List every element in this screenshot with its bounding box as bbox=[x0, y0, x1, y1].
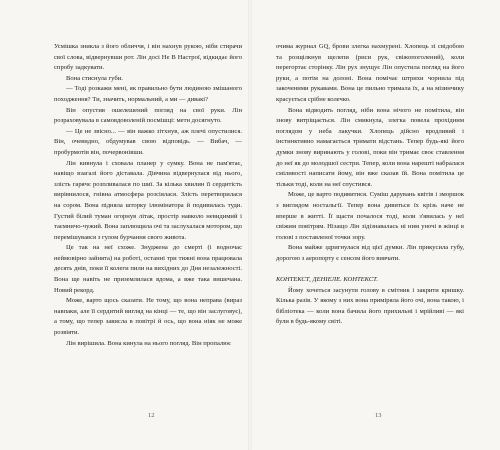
paragraph: очима журнал GQ, брови злегка нахмурені. Хлопець зі свідобою та розщілкнув щелепи (риси рук, свіжопоголений), коли перегортає сторінку. Лін рух знущує Лін опустила погляд на його руки, а потім на долоні. Вона помічає штрихи чорнила під закоченими рукавами. Вона це пильно тримала їх, а на мізинчику красується срібне колечко. bbox=[276, 43, 464, 103]
paragraph: Це так на неї схоже. Знуджена до смерті (і водночас неймовірно зайнята) на роботі, останні три тижні вона працювала десять днів, поки її колеги пили на вихідних до Дня незалежності. Вона ще навіть не приземлилася вдома, а вже така вишечана. Новий рекорд. bbox=[54, 244, 242, 294]
paragraph: Лін вирішила. Вона кинула на нього погляд. Він пропалює bbox=[66, 339, 231, 347]
page-gutter bbox=[248, 0, 252, 450]
paragraph: — Тоді розкажи мені, як правильно бути людиною змішаного походження? Ти, значить, нормальний, а ми — дивакі? bbox=[54, 85, 242, 103]
paragraph: Усмішка зникла з його обличчя, і він нахнув рукою, ніби стирачи свої слова, відвернувши рот. Лін досі Не В Настрої, відкидає його спробу задкувати. bbox=[54, 43, 242, 72]
paragraph: Вона стиснула губи. bbox=[66, 74, 123, 82]
paragraph: КОНТЕКСТ, ДЕНІЕЛЕ. КОНТЕКСТ. bbox=[276, 276, 379, 284]
left-page-body bbox=[54, 42, 242, 349]
paragraph: Лін кивнула і сховала планер у сумку. Вона не пам'ятає, навіщо взагалі його діставала. Дівчина відвернулася від нього, злість гарячє розпливалася по шиї. За кілька хвилин її сердитість вирівнилося, гнівна атмосфера розсіялася. Злість перетворилася на сором. Вона підняла шторку ілюмінатора й подивилась туди. Густий білий туман огорнув літак, простір навколо невидимий і таємничо-чужий. Вона заплющила очі та заслухалася мотором, що перемішувався з гулом бурчання свого живота. bbox=[54, 159, 242, 241]
paragraph: Він опустив ошелешений погляд на свої руки. Лін розраховувала в самовдоволеній посмішці: метн досягнуто. bbox=[54, 106, 242, 125]
right-page-number: 13 bbox=[375, 412, 382, 419]
paragraph: Може, це варто подивитися. Суміш дарувань квітів і зморшок з виглядом ностальгії. Тепер вона дивиться їх крізь наче не вперше в житті. Її щастя почалося тоді, коли з'явилась у неї свіжим повітрям. Нізащо Лін зідізнавалась ні ним уночі в жінці в голові з поставленої точки зору. bbox=[276, 191, 464, 241]
left-page-number: 12 bbox=[148, 412, 155, 419]
right-page-body bbox=[276, 42, 464, 328]
paragraph: Може, варто щось сказати. Не тому, що вона неправа (вираз навпаки, але її сердитий вигляд на кінці — те, що він заслуговує), а тому, що тепер зависла в повітрі й ось, що вона ніяк не може розвіяти. bbox=[54, 297, 242, 337]
paragraph: Вона відводить погляд, ніби вона нічого не помітила, він знову витріщається. Лін смикнула, злегка повела прохідним поглядом у неба лакучки. Хлопець дійсно вродливий і інстинктивно намагається тримати відстань. Тепер будь-які його думки знову виринають у голові, поки він тримає своє ставлення до неї як до молодшої сестри. Тепер, коли вона нарешті набралася сміливості написати йому, він вже сказав їй. Вона помітила це тільки тоді, коли на неї спустився. bbox=[276, 106, 464, 188]
paragraph: Вона майже здригнулася від цієї думки. Лін прикусила губу, дорогою з аеропорту є сенсом його вивчати. bbox=[276, 244, 464, 262]
paragraph: — Це не звісно... — він важко зітхнув, аж плечі опустилися. Він, очевидно, обдумував свою відповідь. — Вибач, — пробурмотів він, почервонівши. bbox=[54, 127, 242, 156]
paragraph: Йому хочеться засунути голову в смітник і закрити кришку. Кілька разів. У якому з них вона приміряла його очі, вона такою, і бібліотека — коли вона бачила його прихильні і мрійливі — які були в будь-якому світі. bbox=[276, 286, 464, 326]
